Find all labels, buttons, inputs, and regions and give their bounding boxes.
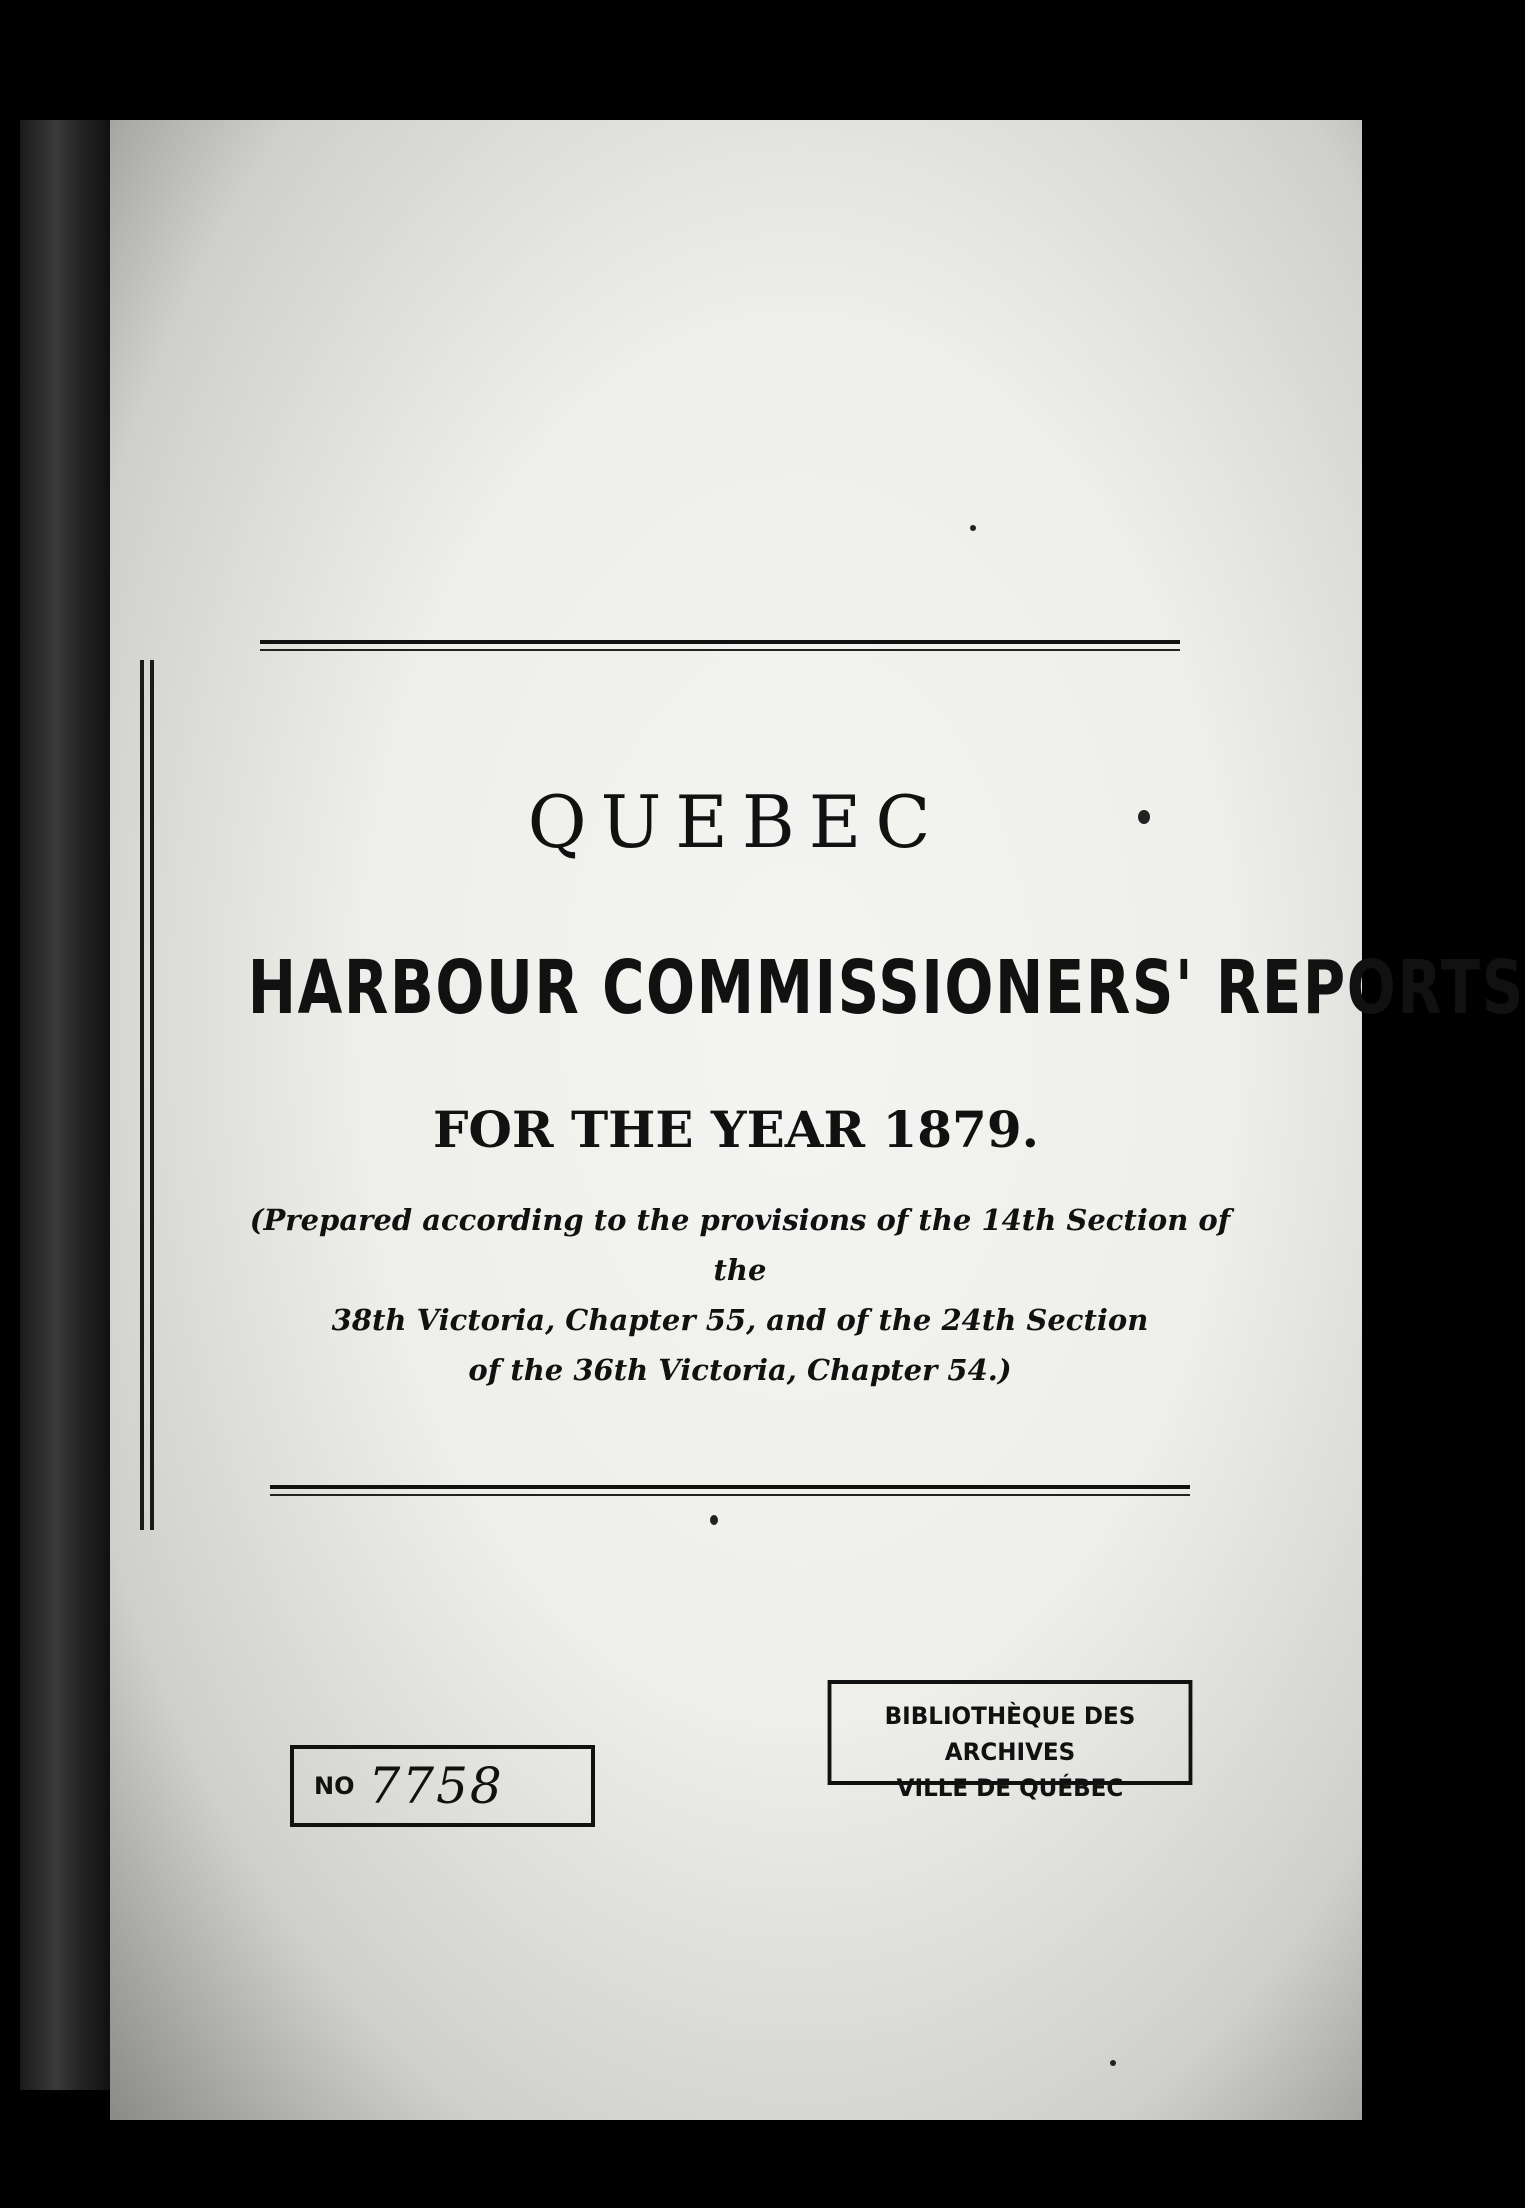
- place-heading: QUEBEC: [527, 780, 945, 864]
- report-title: HARBOUR COMMISSIONERS' REPORTS: [247, 945, 1525, 1031]
- archives-stamp-line: BIBLIOTHÈQUE DES ARCHIVES: [884, 1702, 1136, 1766]
- catalog-number-stamp: [290, 1745, 595, 1827]
- archives-stamp-line: VILLE DE QUÉBEC: [896, 1774, 1124, 1802]
- title-page: [110, 120, 1525, 2120]
- prepared-line: of the 36th Victoria, Chapter 54.): [468, 1353, 1012, 1387]
- prepared-line: (Prepared according to the provisions of the 14th Section of the: [249, 1203, 1231, 1287]
- ink-speck: [1110, 2060, 1116, 2066]
- report-year: FOR THE YEAR 1879.: [432, 1100, 1040, 1159]
- prepared-line: 38th Victoria, Chapter 55, and of the 24th Section: [331, 1303, 1149, 1337]
- prepared-note: [240, 1195, 1240, 1395]
- book-binding: [20, 120, 110, 2090]
- archives-stamp: [828, 1680, 1193, 1802]
- ink-speck: [1138, 810, 1150, 824]
- bottom-double-rule: [270, 1485, 1190, 1496]
- ink-speck: [710, 1515, 718, 1525]
- ink-speck: [970, 525, 976, 531]
- catalog-number-value: 7758: [368, 1757, 504, 1815]
- catalog-number-label: NO: [314, 1772, 355, 1800]
- top-double-rule: [260, 640, 1180, 651]
